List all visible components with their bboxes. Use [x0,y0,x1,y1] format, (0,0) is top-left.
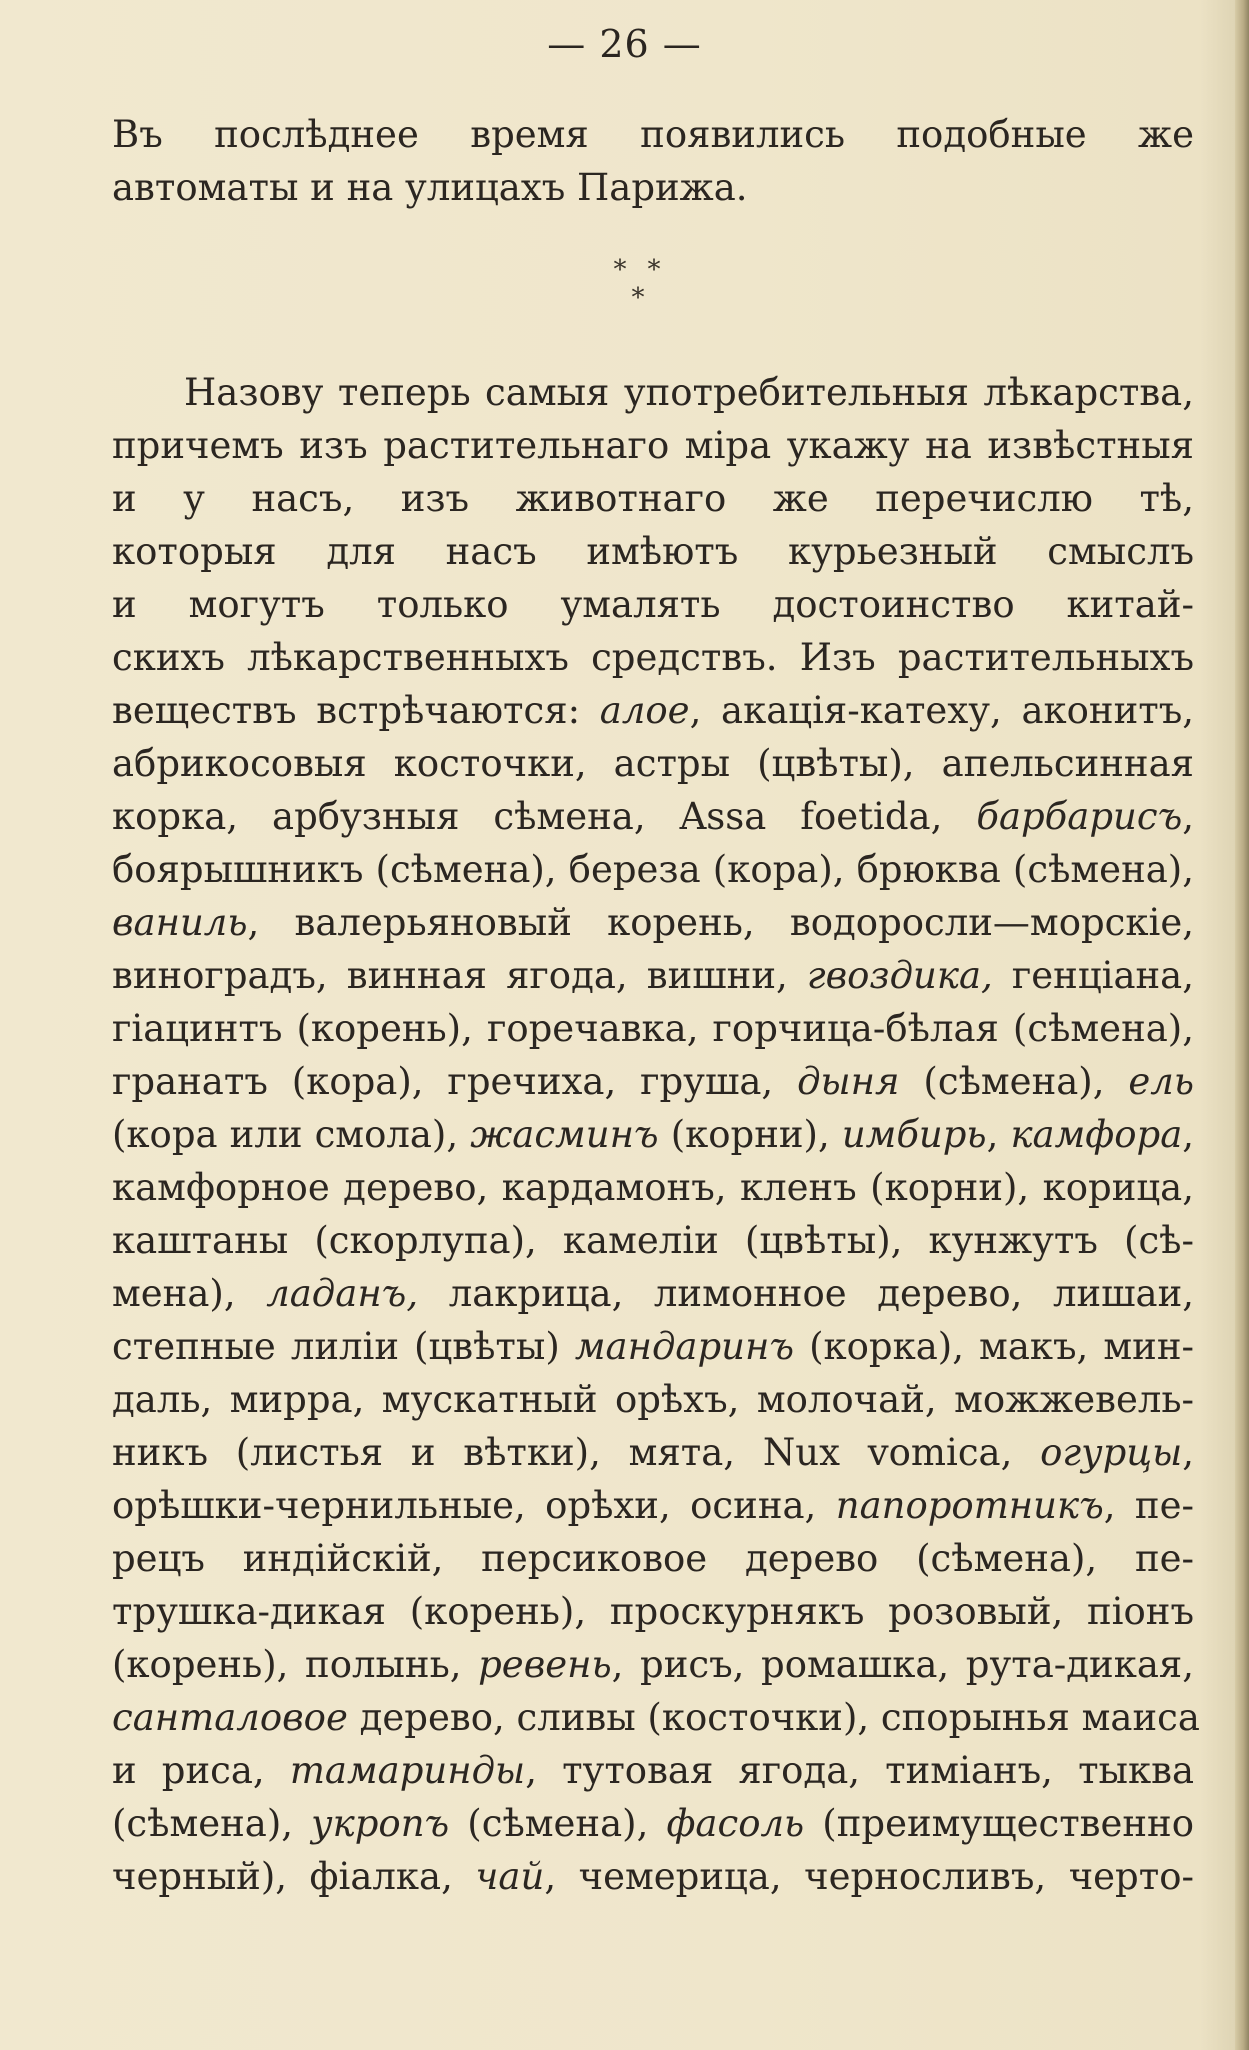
text-line [112,1744,1194,1797]
text-line [112,578,1194,631]
text-segment: (сѣмена), [112,1802,312,1845]
italic-term: алое [599,689,690,732]
text-segment: лакрица, лимонное дерево, лишаи, [418,1272,1194,1315]
text-line [112,1108,1194,1161]
text-line [112,1214,1194,1267]
page-number: — 26 — [547,22,702,66]
text-segment: степные лиліи (цвѣты) [112,1325,575,1368]
italic-term: ревень [478,1643,612,1686]
text-segment: генціана, [992,954,1195,997]
text-line [112,1638,1194,1691]
text-segment: виноградъ, винная ягода, вишни, [112,954,807,997]
italic-term: гвоздика, [806,954,993,997]
italic-term: укропъ [311,1802,450,1845]
italic-term: ель [1128,1060,1194,1103]
text-segment: (корень), полынь, [112,1643,479,1686]
text-segment: (преимущественно [804,1802,1194,1845]
text-line [112,631,1194,684]
text-segment: каштаны (скорлупа), камеліи (цвѣты), кунжутъ (сѣ- [112,1219,1194,1262]
text-line [112,843,1194,896]
text-line: автоматы и на улицахъ Парижа. [112,166,748,209]
text-line [112,790,1194,843]
text-line: Въ послѣднее время появились подобные же [112,113,1194,156]
text-line [112,896,1194,949]
text-segment: (корни), [658,1113,842,1156]
text-segment: Назову теперь самыя употребительныя лѣкарства, [184,371,1194,414]
text-segment: , [1182,1113,1195,1156]
text-segment: и риса, [112,1749,290,1792]
text-segment: трушка-дикая (корень), проскурнякъ розовый, піонъ [112,1590,1194,1633]
text-line [112,1267,1194,1320]
text-segment: никъ (листья и вѣтки), мята, Nux vomica, [112,1431,1041,1474]
asterisk-icon: * [631,283,645,313]
text-line [112,737,1194,790]
text-line [112,684,1194,737]
asterisk-icon: * [613,255,627,285]
text-segment: скихъ лѣкарственныхъ средствъ. Изъ растительныхъ [112,636,1194,679]
text-segment: , тутовая ягода, тиміанъ, тыква [525,1749,1195,1792]
text-segment: даль, мирра, мускатный орѣхъ, молочай, можжевель- [112,1378,1194,1421]
text-segment: корка, арбузныя сѣмена, Assa foetida, [112,795,977,838]
text-segment: (сѣмена), [449,1802,667,1845]
text-line [112,1320,1194,1373]
text-line [112,1002,1194,1055]
italic-term: чай [475,1855,545,1898]
text-line [112,366,1194,419]
text-segment: , [986,1113,1011,1156]
text-segment: , чемерица, черносливъ, черто- [544,1855,1194,1898]
text-line [112,525,1194,578]
medicine-list-paragraph [112,366,1200,1903]
text-segment: черный), фіалка, [112,1855,476,1898]
text-segment: , рисъ, ромашка, рута-дикая, [611,1643,1194,1686]
text-line [112,1373,1194,1426]
italic-term: ваниль [112,901,248,944]
text-segment: камфорное дерево, кардамонъ, кленъ (корни), корица, [112,1166,1194,1209]
text-line [112,1055,1194,1108]
italic-term: сантaловое [112,1696,348,1739]
italic-term: тамаринды [289,1749,526,1792]
text-segment: мена), [112,1272,267,1315]
text-segment: которыя для насъ имѣютъ курьезный смыслъ [112,530,1194,573]
text-segment: рецъ индійскій, персиковое дерево (сѣмена), пе- [112,1537,1194,1580]
italic-term: камфора [1010,1113,1183,1156]
text-segment: , пе- [1103,1484,1194,1527]
text-segment: гранатъ (кора), гречиха, груша, [112,1060,798,1103]
asterisk-icon: * [647,255,661,285]
text-line [112,949,1194,1002]
text-segment: , [1182,1431,1194,1474]
text-segment: веществъ встрѣчаются: [112,689,600,732]
text-segment: абрикосовыя косточки, астры (цвѣты), апельсинная [112,742,1194,785]
text-line [112,1426,1194,1479]
italic-term: барбарисъ [976,795,1183,838]
text-line [112,1691,1200,1744]
text-segment: гіацинтъ (корень), горечавка, горчица-бѣлая (сѣмена), [112,1007,1194,1050]
text-segment: дерево, сливы (косточки), спорынья маиса [347,1696,1200,1739]
text-segment: (кора или смола), [112,1113,471,1156]
text-segment: боярышникъ (сѣмена), береза (кора), брюква (сѣмена), [112,848,1194,891]
text-line [112,419,1194,472]
text-line [112,1479,1194,1532]
text-line [112,1161,1194,1214]
italic-term: мандаринъ [574,1325,795,1368]
text-line [112,1532,1194,1585]
text-segment: причемъ изъ растительнаго міра укажу на извѣстныя [112,424,1194,467]
asterism-divider [0,255,1249,318]
italic-term: жасминъ [470,1113,659,1156]
italic-term: дыня [797,1060,900,1103]
text-segment: (корка), макъ, мин- [794,1325,1194,1368]
italic-term: ладанъ, [266,1272,419,1315]
text-line [112,1850,1194,1903]
text-line [112,1797,1194,1850]
text-segment: , акація-катеху, аконитъ, [689,689,1194,732]
text-segment: орѣшки-чернильные, орѣхи, осина, [112,1484,836,1527]
italic-term: папоротникъ [835,1484,1104,1527]
text-segment: и у насъ, изъ животнаго же перечислю тѣ, [112,477,1194,520]
italic-term: огурцы [1040,1431,1183,1474]
text-line [112,1585,1194,1638]
text-segment: , [1182,795,1194,838]
intro-paragraph [112,108,1194,214]
italic-term: фасоль [666,1802,805,1845]
italic-term: имбирь [841,1113,987,1156]
text-segment: , валерьяновый корень, водоросли—морскіе, [247,901,1194,944]
text-segment: (сѣмена), [899,1060,1129,1103]
text-segment: и могутъ только умалять достоинство китай- [112,583,1194,626]
text-line [112,472,1194,525]
